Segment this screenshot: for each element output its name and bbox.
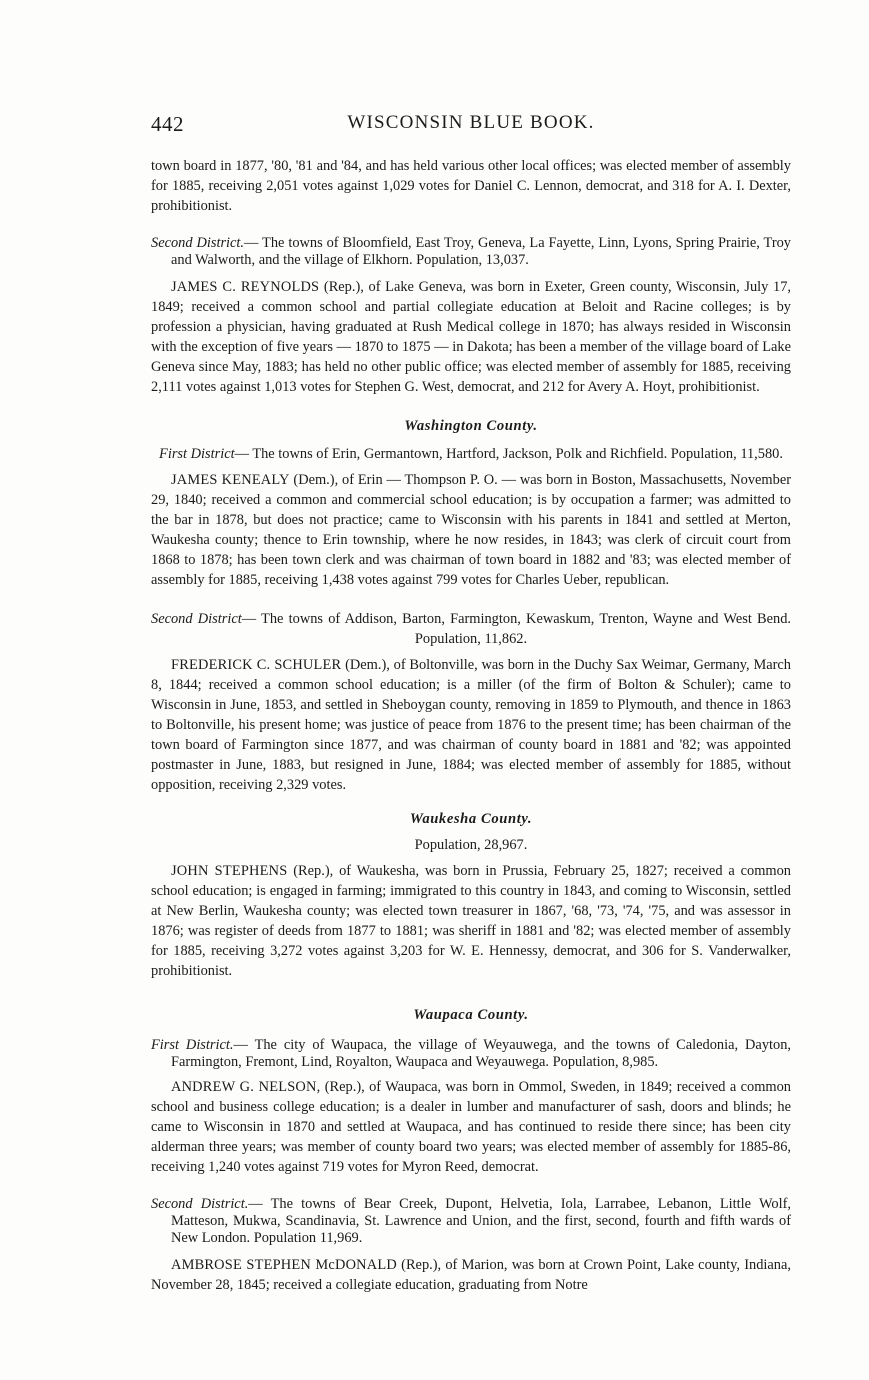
district-heading xyxy=(151,444,791,464)
member-bio-text: (Rep.), of Waukesha, was born in Prussia, February 25, 1827; received a common school education; is engaged in farming; immigrated to this country in 1843, and coming to Wisconsin, settled at New Berlin, Waukesha county; was elected town treasurer in 1867, '68, '73, '74, '75, and was assessor in 1876; was register of deeds from 1877 to 1881; was sheriff in 1881 and '82; was elected member of assembly for 1885, receiving 3,272 votes against 3,203 for W. E. Hennessy, democrat, and 306 for S. Vanderwalker, prohibitionist. xyxy=(151,863,791,979)
member-bio-text: (Rep.), of Marion, was born at Crown Point, Lake county, Indiana, November 28, 1845; received a collegiate education, graduating from Notre xyxy=(151,1257,791,1293)
district-label: Second District. xyxy=(151,235,245,251)
member-bio-text: (Dem.), of Erin — Thompson P. O. — was born in Boston, Massachusetts, November 29, 1840; received a common and commercial school education; is by occupation a farmer; was admitted to the bar in 1878, but does not practice; came to Wisconsin with his parents in 1841 and settled at Merton, Waukesha county; thence to Erin township, where he now resides, in 1843; was clerk of circuit court from 1868 to 1878; has been town clerk and was chairman of town board in 1882 and '83; was elected member of assembly for 1885, receiving 1,438 votes against 799 votes for Charles Ueber, republican. xyxy=(151,472,791,588)
member-name: JOHN STEPHENS xyxy=(171,863,288,879)
district-heading xyxy=(151,1196,791,1247)
district-label: First District xyxy=(159,446,235,462)
member-biography xyxy=(151,470,791,590)
district-heading xyxy=(151,235,791,269)
district-label: Second District. xyxy=(151,1196,249,1212)
district-description: — The towns of Bloomfield, East Troy, Geneva, La Fayette, Linn, Lyons, Spring Prairie, Troy and Walworth, and the village of Elkhorn. Population, 13,037. xyxy=(171,235,791,268)
continued-paragraph: town board in 1877, '80, '81 and '84, and has held various other local offices; was elected member of assembly for 1885, receiving 2,051 votes against 1,029 votes for Daniel C. Lennon, democrat, and 318 for A. I. Dexter, prohibitionist. xyxy=(151,158,791,214)
district-description: — The towns of Addison, Barton, Farmington, Kewaskum, Trenton, Wayne and West Bend. Population, 11,862. xyxy=(241,611,791,647)
page-number: 442 xyxy=(151,112,184,136)
member-name: FREDERICK C. SCHULER xyxy=(171,657,342,673)
member-biography xyxy=(151,277,791,397)
district-heading xyxy=(151,609,791,649)
district-label: Second District xyxy=(151,611,242,627)
running-header xyxy=(151,112,791,138)
county-heading: Waukesha County. xyxy=(409,811,533,827)
member-name: JAMES KENEALY xyxy=(171,472,290,488)
member-name: AMBROSE STEPHEN McDONALD xyxy=(171,1257,397,1273)
district-heading xyxy=(151,1037,791,1071)
district-description: — The city of Waupaca, the village of Weyauwega, and the towns of Caledonia, Dayton, Farmington, Fremont, Lind, Royalton, Waupaca and Weyauwega. Population, 8,985. xyxy=(171,1037,792,1070)
district-description: — The towns of Erin, Germantown, Hartford, Jackson, Polk and Richfield. Population, 11,580. xyxy=(234,446,783,462)
district-label: First District. xyxy=(151,1037,234,1053)
member-bio-text: (Dem.), of Boltonville, was born in the Duchy Sax Weimar, Germany, March 8, 1844; received a common school education; is a miller (of the firm of Bolton & Schuler); came to Wisconsin in June, 1853, and settled in Sheboygan county, removing in 1859 to Plymouth, and thence in 1863 to Boltonville, his present home; was justice of peace from 1876 to the present time; has been chairman of the town board of Farmington since 1877, and was chairman of county board in 1881 and '82; was appointed postmaster in June, 1883, but resigned in June, 1884; was elected member of assembly for 1885, without opposition, receiving 2,329 votes. xyxy=(151,657,791,793)
running-title: WISCONSIN BLUE BOOK. xyxy=(347,112,595,133)
member-biography xyxy=(151,861,791,981)
member-bio-text: (Rep.), of Lake Geneva, was born in Exeter, Green county, Wisconsin, July 17, 1849; received a common school and partial collegiate education at Beloit and Racine colleges; is by profession a physician, having graduated at Rush Medical college in 1870; has always resided in Wisconsin with the exception of five years — 1870 to 1875 — in Dakota; has been a member of the village board of Lake Geneva since May, 1883; has held no other public office; was elected member of assembly for 1885, receiving 2,111 votes against 1,013 votes for Stephen G. West, democrat, and 212 for Avery A. Hoyt, prohibitionist. xyxy=(151,279,791,395)
district-description: — The towns of Bear Creek, Dupont, Helvetia, Iola, Larrabee, Lebanon, Little Wolf, Matteson, Mukwa, Scandinavia, St. Lawrence and Union, and the first, second, fourth and fifth wards of New London. Population 11,969. xyxy=(171,1196,791,1246)
member-biography xyxy=(151,655,791,795)
county-population: Population, 28,967. xyxy=(414,837,528,853)
member-biography xyxy=(151,1255,791,1295)
page-body xyxy=(151,156,791,1295)
county-heading: Washington County. xyxy=(404,418,538,434)
county-heading: Waupaca County. xyxy=(413,1007,529,1023)
member-biography xyxy=(151,1077,791,1177)
member-name: ANDREW G. NELSON, xyxy=(171,1079,321,1095)
member-bio-text: (Rep.), of Waupaca, was born in Ommol, Sweden, in 1849; received a common school and business college education; is a dealer in lumber and manufacturer of sash, doors and blinds; he came to Wisconsin in 1870 and settled at Waupaca, and has continued to reside there since; has been city alderman three years; was member of county board two years; was elected member of assembly for 1885-86, receiving 1,240 votes against 719 votes for Myron Reed, democrat. xyxy=(151,1079,791,1175)
member-name: JAMES C. REYNOLDS xyxy=(171,279,320,295)
